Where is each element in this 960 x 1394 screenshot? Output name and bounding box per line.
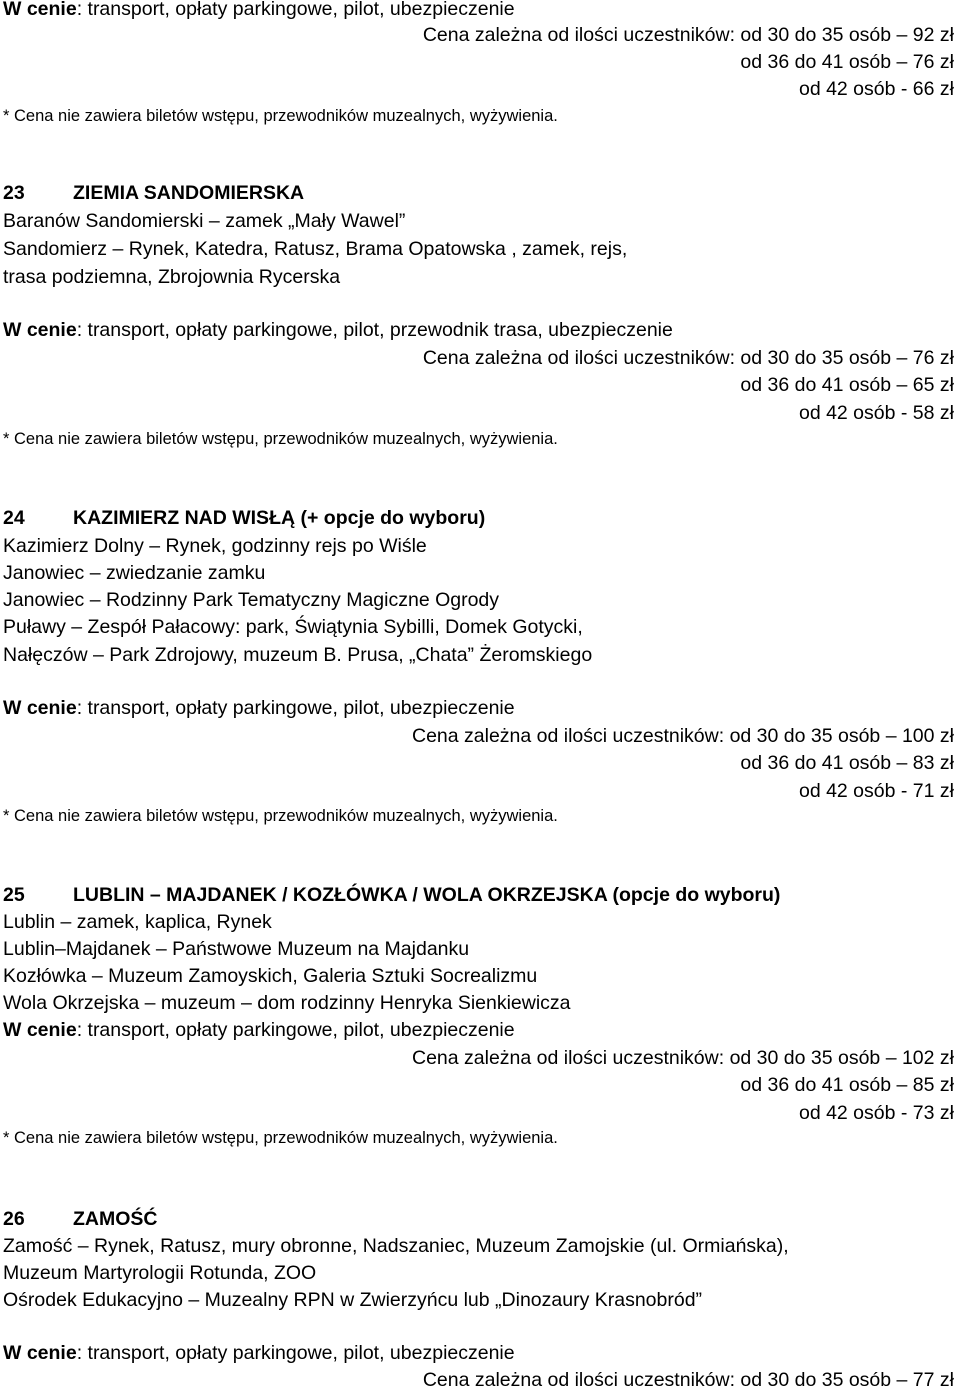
section-line: trasa podziemna, Zbrojownia Rycerska: [3, 266, 341, 288]
section-title: ZAMOŚĆ: [73, 1208, 158, 1230]
price-note: * Cena nie zawiera biletów wstępu, przewodników muzealnych, wyżywienia.: [3, 807, 558, 825]
price-included: [3, 1340, 515, 1367]
price-note: * Cena nie zawiera biletów wstępu, przewodników muzealnych, wyżywienia.: [3, 1129, 558, 1147]
price-label: W cenie: [3, 0, 77, 20]
price-row: Cena zależna od ilości uczestników: od 30 do 35 osób – 102 zł: [411, 1047, 954, 1069]
section-number: 26: [3, 1208, 25, 1230]
section-line: Zamość – Rynek, Ratusz, mury obronne, Nadszaniec, Muzeum Zamojskie (ul. Ormiańska),: [3, 1235, 789, 1257]
price-row: od 42 osób - 71 zł: [798, 780, 954, 802]
price-row: Cena zależna od ilości uczestników: od 30 do 35 osób – 92 zł: [422, 24, 954, 46]
section-line: Ośrodek Edukacyjno – Muzealny RPN w Zwierzyńcu lub „Dinozaury Krasnobród”: [3, 1289, 703, 1311]
price-label: W cenie: [3, 319, 77, 341]
section-line: Kozłówka – Muzeum Zamoyskich, Galeria Sztuki Socrealizmu: [3, 965, 538, 987]
section-line: Janowiec – zwiedzanie zamku: [3, 562, 266, 584]
price-included: [3, 317, 673, 344]
price-row: Cena zależna od ilości uczestników: od 30 do 35 osób – 77 zł: [422, 1369, 954, 1391]
section-line: Muzeum Martyrologii Rotunda, ZOO: [3, 1262, 317, 1284]
section-line: Puławy – Zespół Pałacowy: park, Świątynia Sybilli, Domek Gotycki,: [3, 616, 583, 638]
price-text: : transport, opłaty parkingowe, pilot, ubezpieczenie: [76, 1019, 515, 1041]
section-number: 24: [3, 507, 25, 529]
section-line: Sandomierz – Rynek, Katedra, Ratusz, Brama Opatowska , zamek, rejs,: [3, 238, 628, 260]
section-line: Lublin – zamek, kaplica, Rynek: [3, 911, 272, 933]
price-row: Cena zależna od ilości uczestników: od 30 do 35 osób – 76 zł: [422, 347, 954, 369]
price-row: od 42 osób - 73 zł: [798, 1102, 954, 1124]
intro-price-included: [3, 0, 515, 23]
section-title: ZIEMIA SANDOMIERSKA: [73, 182, 305, 204]
price-text: : transport, opłaty parkingowe, pilot, ubezpieczenie: [76, 1342, 515, 1364]
price-text: : transport, opłaty parkingowe, pilot, ubezpieczenie: [76, 0, 515, 20]
price-row: Cena zależna od ilości uczestników: od 30 do 35 osób – 100 zł: [411, 725, 954, 747]
price-label: W cenie: [3, 1342, 77, 1364]
price-note: * Cena nie zawiera biletów wstępu, przewodników muzealnych, wyżywienia.: [3, 430, 558, 448]
section-heading: [3, 505, 485, 532]
section-heading: [3, 882, 780, 909]
price-row: od 36 do 41 osób – 83 zł: [740, 752, 954, 774]
section-number: 23: [3, 182, 25, 204]
price-label: W cenie: [3, 1019, 77, 1041]
section-line: Wola Okrzejska – muzeum – dom rodzinny Henryka Sienkiewicza: [3, 992, 571, 1014]
price-text: : transport, opłaty parkingowe, pilot, przewodnik trasa, ubezpieczenie: [76, 319, 673, 341]
price-row: od 36 do 41 osób – 85 zł: [740, 1074, 954, 1096]
price-row: od 36 do 41 osób – 65 zł: [740, 374, 954, 396]
section-number: 25: [3, 884, 25, 906]
price-note: * Cena nie zawiera biletów wstępu, przewodników muzealnych, wyżywienia.: [3, 107, 558, 125]
price-included: [3, 695, 515, 722]
section-title: LUBLIN – MAJDANEK / KOZŁÓWKA / WOLA OKRZEJSKA (opcje do wyboru): [73, 884, 781, 906]
section-heading: [3, 180, 304, 207]
section-line: Kazimierz Dolny – Rynek, godzinny rejs po Wiśle: [3, 535, 427, 557]
section-heading: [3, 1206, 158, 1233]
section-line: Janowiec – Rodzinny Park Tematyczny Magiczne Ogrody: [3, 589, 500, 611]
section-line: Lublin–Majdanek – Państwowe Muzeum na Majdanku: [3, 938, 470, 960]
section-line: Baranów Sandomierski – zamek „Mały Wawel”: [3, 210, 406, 232]
section-line: Nałęczów – Park Zdrojowy, muzeum B. Prusa, „Chata” Żeromskiego: [3, 644, 593, 666]
price-row: od 42 osób - 58 zł: [798, 402, 954, 424]
price-row: od 36 do 41 osób – 76 zł: [740, 51, 954, 73]
price-included: [3, 1017, 515, 1044]
section-title: KAZIMIERZ NAD WISŁĄ (+ opcje do wyboru): [73, 507, 486, 529]
price-text: : transport, opłaty parkingowe, pilot, ubezpieczenie: [76, 697, 515, 719]
price-label: W cenie: [3, 697, 77, 719]
price-row: od 42 osób - 66 zł: [798, 78, 954, 100]
